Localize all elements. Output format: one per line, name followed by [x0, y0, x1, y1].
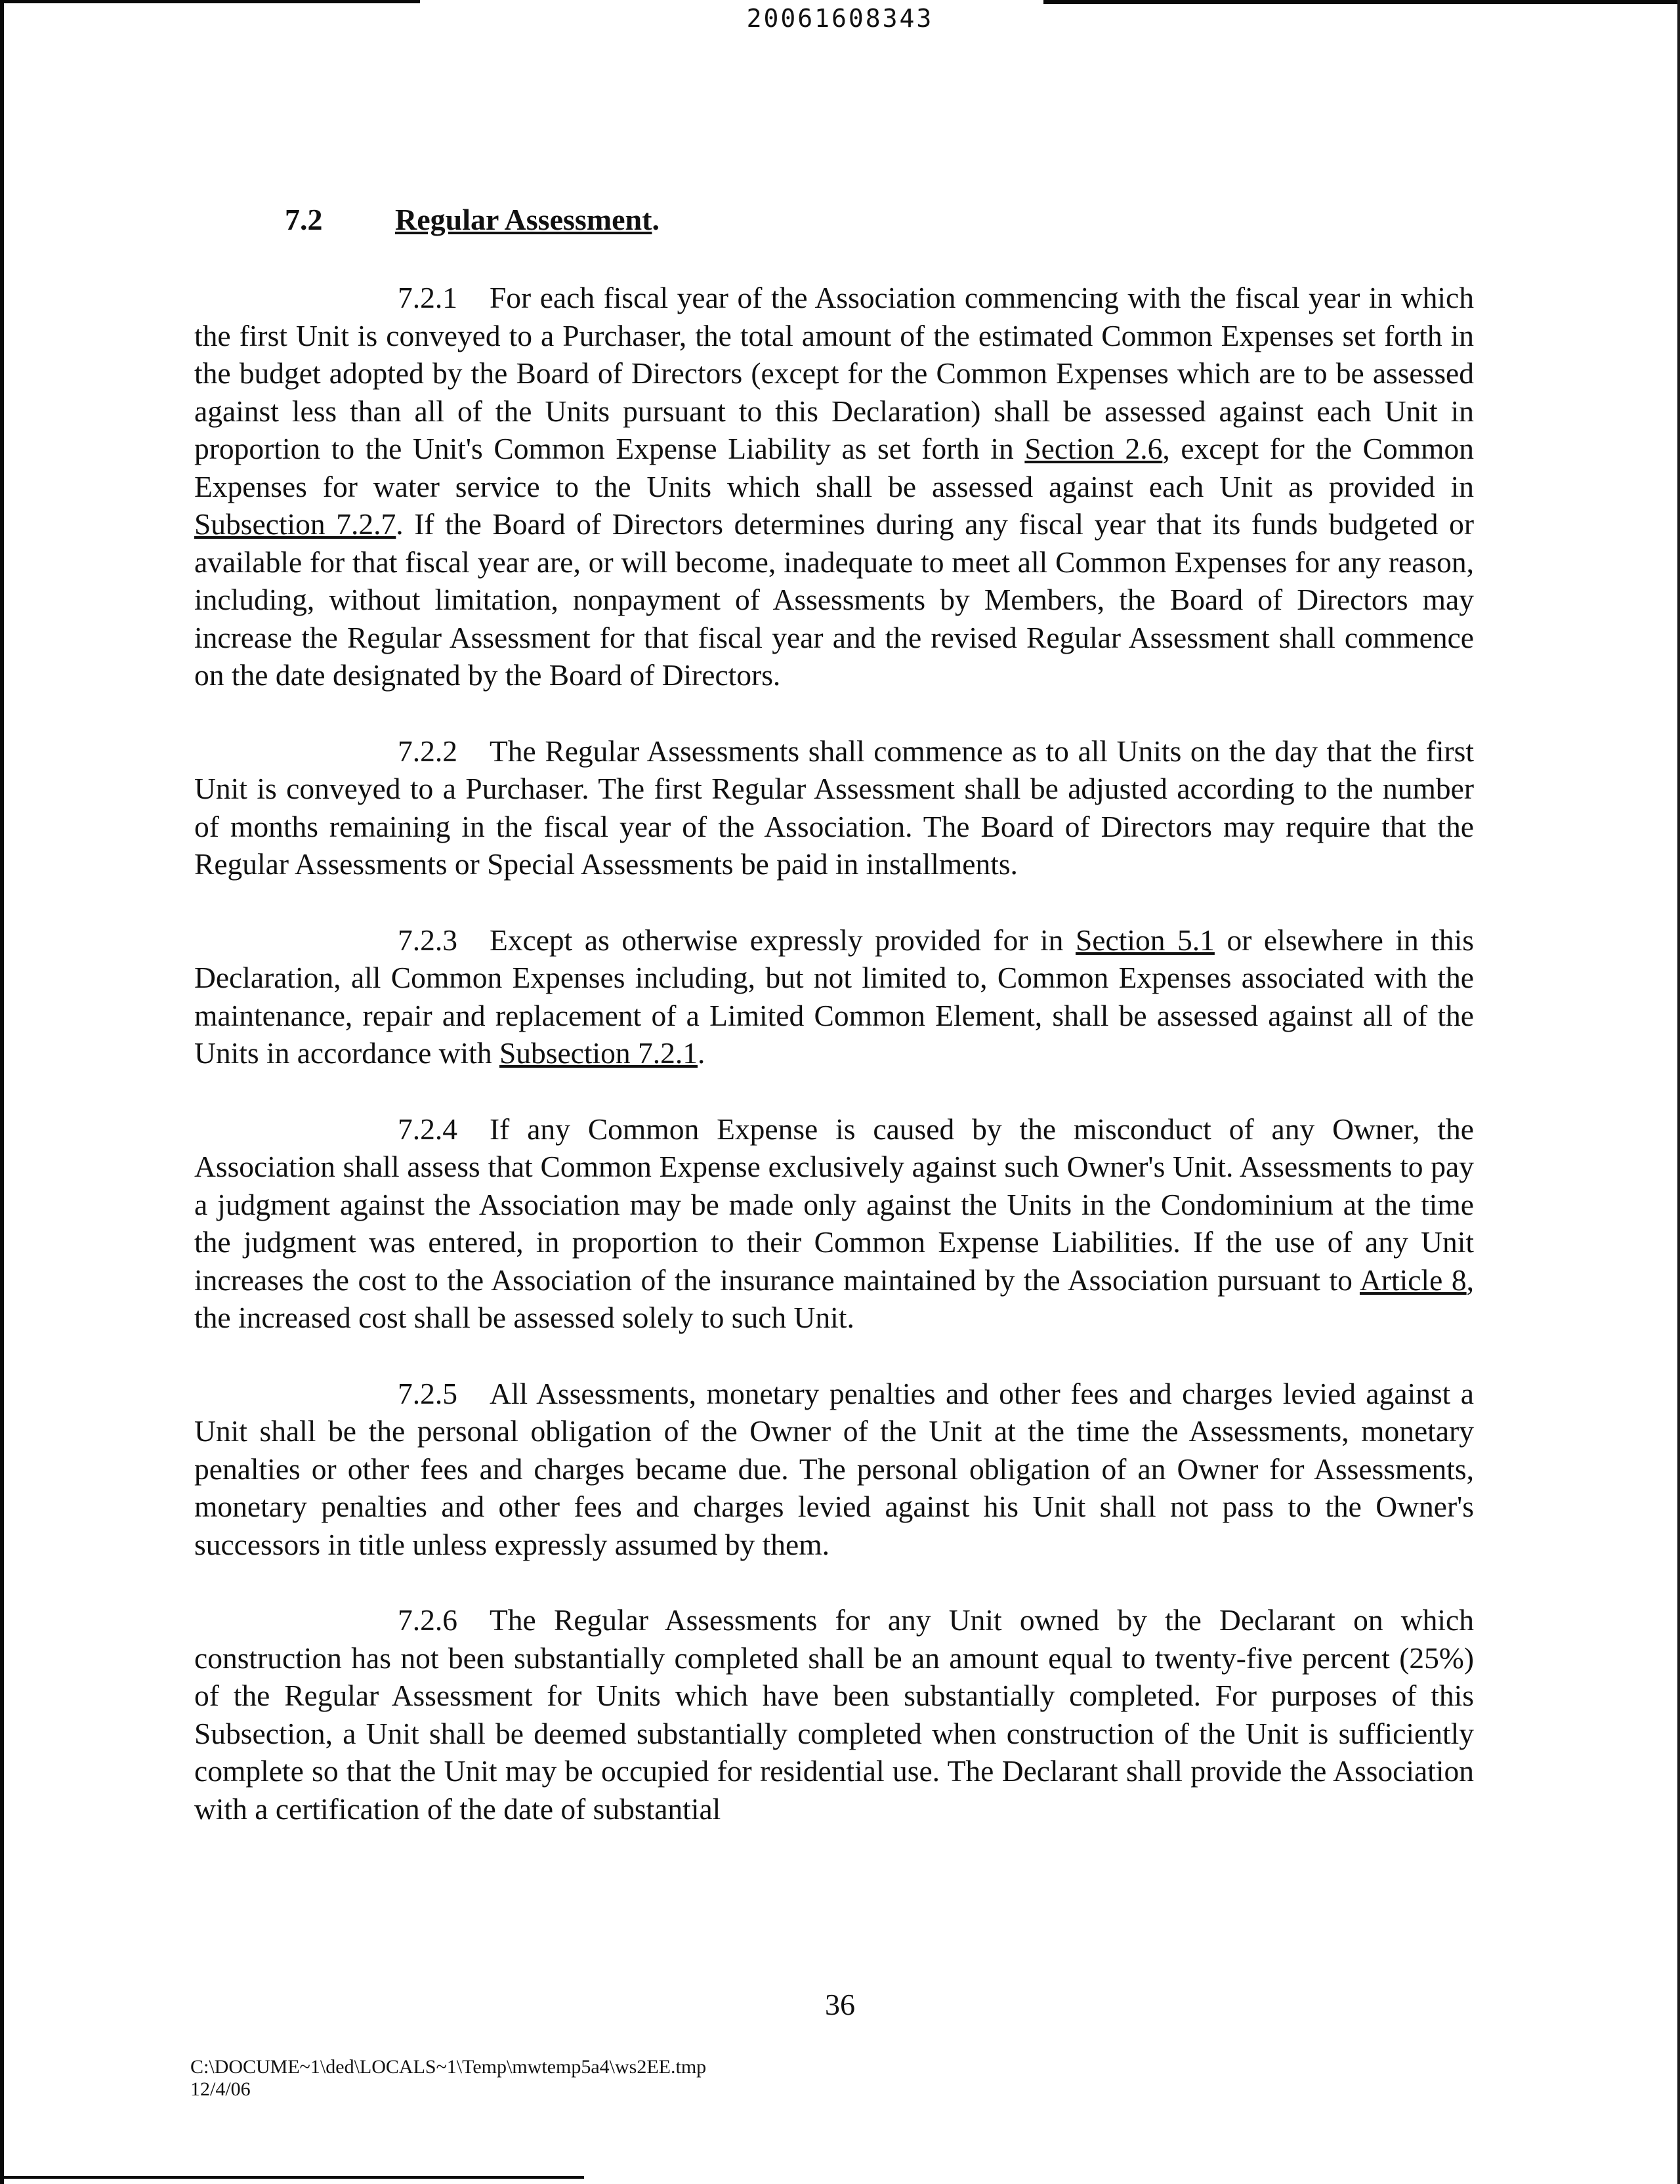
paragraph-number: 7.2.4	[398, 1112, 457, 1146]
paragraph-7-2-1	[194, 279, 1474, 694]
paragraph-text: If any Common Expense is caused by the misconduct of any Owner, the Association shall assess that Common Expense exclusively against such Owner's Unit. Assessments to pay a judgment against the Association may be made only against the Units in the Condominium at the time the judgment was entered, in proportion to their Common Expense Liabilities. If the use of any Unit increases the cost to the Association of the insurance maintained by the Association pursuant to	[194, 1112, 1474, 1297]
paragraph-text: , the increased cost shall be assessed solely to such Unit.	[194, 1263, 1474, 1334]
cross-reference: Subsection 7.2.7	[194, 507, 396, 541]
cross-reference: Article 8	[1359, 1263, 1467, 1297]
paragraph-number: 7.2.2	[398, 734, 457, 768]
footer-file-path: C:\DOCUME~1\ded\LOCALS~1\Temp\mwtemp5a4\ws2EE.tmp	[190, 2056, 707, 2078]
page-number: 36	[825, 1988, 855, 2021]
scan-border-left	[0, 0, 4, 2184]
scan-border-bottom	[0, 2176, 584, 2179]
paragraph-7-2-2	[194, 732, 1474, 883]
paragraph-text: . If the Board of Directors determines during any fiscal year that its funds budgeted or available for that fiscal year are, or will become, inadequate to meet all Common Expenses for any reason, including, without limitation, nonpayment of Assessments by Members, the Board of Directors may increase the Regular Assessment for that fiscal year and the revised Regular Assessment shall commence on the date designated by the Board of Directors.	[194, 507, 1475, 692]
cross-reference: Section 2.6	[1024, 432, 1163, 465]
paragraph-7-2-4	[194, 1110, 1474, 1337]
section-title: Regular Assessment	[395, 203, 652, 236]
paragraph-text: .	[698, 1036, 705, 1070]
document-body	[194, 200, 1474, 1866]
paragraph-text: Except as otherwise expressly provided for in	[490, 923, 1076, 957]
paragraph-text: , except for the Common Expenses for water service to the Units which shall be assessed against each Unit as provided in	[194, 432, 1475, 503]
paragraph-number: 7.2.6	[398, 1603, 457, 1637]
paragraph-text: All Assessments, monetary penalties and other fees and charges levied against a Unit shall be the personal obligation of the Owner of the Unit at the time the Assessments, monetary penalties or other fees and charges became due. The personal obligation of an Owner for Assessments, monetary penalties and other fees and charges levied against his Unit shall not pass to the Owner's successors in title unless expressly assumed by them.	[194, 1376, 1474, 1561]
cross-reference: Subsection 7.2.1	[499, 1036, 698, 1070]
section-heading	[285, 200, 1474, 240]
paragraph-number: 7.2.5	[398, 1376, 457, 1410]
footer-date: 12/4/06	[190, 2078, 251, 2100]
paragraph-text: For each fiscal year of the Association commencing with the fiscal year in which the first Unit is conveyed to a Purchaser, the total amount of the estimated Common Expenses set forth in the budget adopted by the Board of Directors (except for the Common Expenses which are to be assessed against less than all of the Units pursuant to this Declaration) shall be assessed against each Unit in proportion to the Unit's Common Expense Liability as set forth in	[194, 281, 1474, 465]
paragraph-text: The Regular Assessments for any Unit owned by the Declarant on which construction has not been substantially completed shall be an amount equal to twenty-five percent (25%) of the Regular Assessment for Units which have been substantially completed. For purposes of this Subsection, a Unit shall be deemed substantially completed when construction of the Unit is sufficiently complete so that the Unit may be occupied for residential use. The Declarant shall provide the Association with a certification of the date of substantial	[194, 1603, 1474, 1826]
paragraph-number: 7.2.1	[398, 281, 457, 314]
paragraph-text: or elsewhere in this Declaration, all Common Expenses including, but not limited to, Common Expenses associated with the maintenance, repair and replacement of a Limited Common Element, shall be assessed against all of the Units in accordance with	[194, 923, 1474, 1070]
document-number: 20061608343	[746, 4, 934, 33]
paragraph-7-2-6	[194, 1601, 1474, 1828]
paragraph-7-2-5	[194, 1375, 1474, 1564]
paragraph-number: 7.2.3	[398, 923, 457, 957]
cross-reference: Section 5.1	[1075, 923, 1215, 957]
section-title-suffix: .	[652, 203, 660, 236]
scan-border-top-left	[0, 0, 420, 3]
scan-border-right	[1677, 0, 1680, 2184]
paragraph-list	[194, 279, 1474, 1828]
paragraph-text: The Regular Assessments shall commence as to all Units on the day that the first Unit is conveyed to a Purchaser. The first Regular Assessment shall be adjusted according to the number of months remaining in the fiscal year of the Association. The Board of Directors may require that the Regular Assessments or Special Assessments be paid in installments.	[194, 734, 1474, 881]
paragraph-7-2-3	[194, 921, 1474, 1072]
section-number: 7.2	[285, 203, 323, 236]
